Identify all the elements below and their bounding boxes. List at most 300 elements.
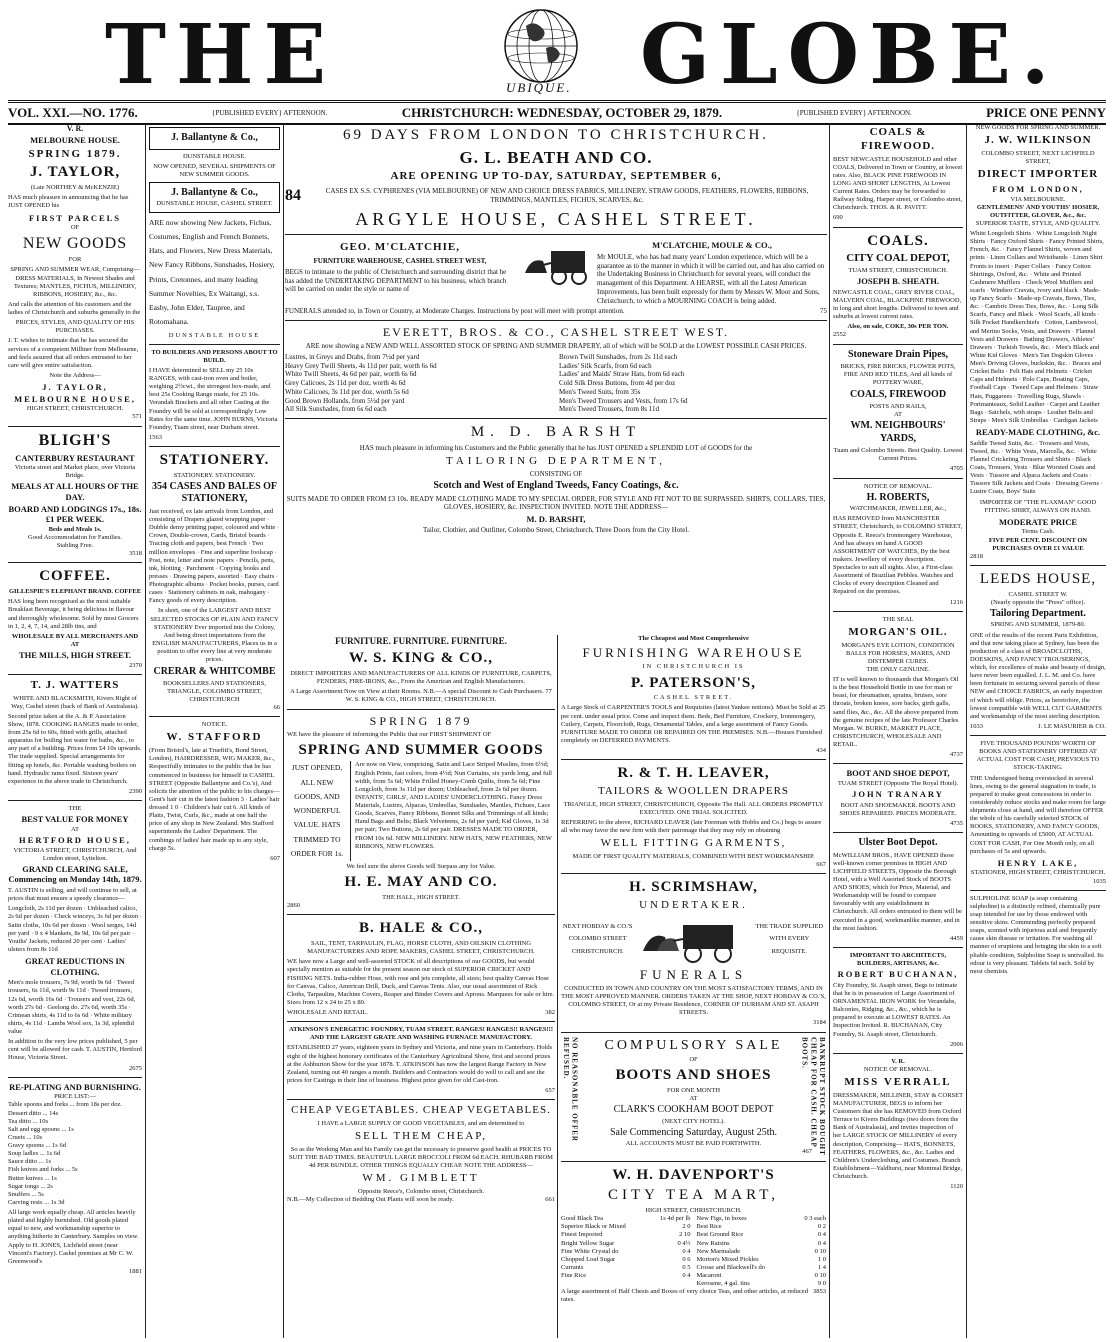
separator [285, 320, 827, 321]
column-rule [966, 124, 967, 1338]
blighs-meals: MEALS AT ALL HOURS OF THE DAY. [11, 481, 139, 502]
spring-body-row [287, 761, 555, 861]
beath-heading: G. L. BEATH AND CO. [459, 147, 653, 167]
hale-body: WE have now a Large and well-assorted STOCK of all descriptions of our GOODS, but would specially mention as suitable for the present season our stock of SUPERIOR CRICKET AND FISHING NETS. India-rubber Hose, with rose and jets complete, all sizes; best quality Canvas Hose for Canvas, Calico, American Drill, Duck, and Canvas Tents. Also, our usual assortment of Rick Cloths, Tarpaulins, Machine Covers, Reaper and Binder Covers and Aprons. Marquees for sale or hire. Sizes from 12 x 24 to 25 x 80. [287, 958, 555, 1006]
item-price: 9 0 [817, 1280, 826, 1288]
clothing-heading: GREAT REDUCTIONS IN CLOTHING. [25, 956, 125, 977]
scrimshaw-right: THE TRADE SUPPLIED WITH EVERY REQUISITE. [755, 923, 824, 955]
column-6 [970, 124, 1106, 1338]
sheath-heading: JOSEPH B. SHEATH. [856, 276, 940, 287]
hale-sub: SAIL, TENT, TARPAULIN, FLAG, HORSE CLOTH, AND OILSKIN CLOTHING MANUFACTURERS AND ROPE MAKERS, CASHEL STREET, CHRISTCHURCH. [307, 940, 535, 956]
masthead-globe: GLOBE. [640, 7, 1060, 103]
new-goods-heading: NEW GOODS [22, 235, 128, 253]
column-1 [8, 124, 142, 1338]
new-goods-label: NEW GOODS FOR SPRING AND SUMMER. [975, 124, 1101, 131]
hale-footer [287, 1009, 555, 1017]
paterson-heading: P. PATERSON'S, [631, 674, 756, 691]
item-name: Best Rice [696, 1223, 722, 1231]
separator [970, 565, 1106, 566]
mclatchie-left-body: BEGS to intimate to the public of Christchurch and surrounding district that he has added the UNDERTAKING DEPARTMENT to his business, which branch will be carried on under the style or name of [285, 267, 507, 294]
may-heading: H. E. MAY AND CO. [344, 874, 498, 891]
ad-number: 690 [833, 214, 843, 222]
from-london: FROM LONDON, [992, 183, 1084, 194]
vertical-right-text: BANKRUPT STOCK BOUGHT CHEAP FOR CASH. CHEAP BOOTS. [800, 1036, 826, 1156]
spring-body: Are now on View, comprising, Satin and Lace Striped Muslins, from 6½d; English Prints, fast colors, from 4½d; Nun Curtains, six yards long, and full width, from 5s 6d; White Frilled Honey-Comb Quilts, from 5s 6d; Fine Longcloth, from 3s 11d per dozen; Unbleached, from 2s 6d per dozen. INFANTS', GIRLS', AND LADIES' UNDERCLOTHING. Fancy Dress Materials, Lustres, Alpacas, Umbrellas, Sunshades, Mantles, Fichues, Lace Goods, Scarves, Fancy Ribbons, Bonnet Silks and Trimmings of all kinds; Hand Bags and Belts; Black Velveteens, 2s 6d per yard; Kid Gloves, 1s 3d per pair; Two Buttons, 2s 6d per pair. DRESSES MADE TO ORDER, FROM 10s 6d. NEW MILLINERY. NEW HATS, NEW FEATHERS, NEW RIBBONS, NEW FLOWERS. [355, 761, 552, 850]
taylor-body: J. T. wishes to intimate that he has secured the services of a competent Milliner from Melbourne, and feels assured that all orders entrusted to her care will give entire satisfaction. [8, 337, 139, 369]
item-name: Best Ground Rice [696, 1231, 744, 1239]
tea-price-row [697, 1231, 827, 1239]
buchanan-heading: ROBERT BUCHANAN, [837, 969, 959, 980]
ad-number: 1563 [149, 433, 162, 441]
item-price: 0 4 [817, 1231, 826, 1239]
ballantyne-box-1 [149, 127, 280, 150]
column-rule [557, 635, 558, 1338]
item-price: 0 4½ [677, 1239, 691, 1247]
gimblett-heading: WM. GIMBLETT [362, 1172, 480, 1185]
ad-number: 4735 [950, 819, 963, 827]
tea-price-row [561, 1215, 691, 1223]
item-name: Superior Black or Mixed [561, 1223, 626, 1231]
leeds-signature: J. LE MASURIER & CO. [1038, 722, 1106, 730]
scotch-tweeds: Scotch and West of England Tweeds, Fancy Coatings, &c. [433, 480, 679, 492]
cheapest-label: The Cheapest and Most Comprehensive [638, 635, 749, 642]
ad-number: 2675 [129, 1064, 142, 1072]
watters-body: Second prize taken at the A. & P. Association Show, 1878. COOKING RANGES made to order, from 25s 6d to 60s, fitted with grills, attached apparatus for boiling hot water for baths, &c., to any part of a building. Prices from £4 10s upwards. The trade supplied. Special arrangements for fitting up hotels, &c. Portable washing boilers on hand. Hydraulic rams fixed. Sixteen years' experience in the above trade in Christchurch. [8, 712, 142, 785]
ad-number: 1881 [129, 1267, 142, 1275]
coals-heading: COALS. [867, 232, 929, 249]
ad-number: 1033 [970, 722, 983, 730]
beath-number: 84 [285, 186, 301, 204]
ad-number: 4459 [950, 934, 963, 942]
sheath-body: NEWCASTLE COAL, GREY RIVER COAL, MALVERN COAL, BLACKPINE FIREWOOD, in long and short lengths. Delivered to town and suburbs at lowest current rates. [833, 288, 962, 321]
ad-number: 2370 [129, 661, 142, 669]
ad-number: 434 [816, 747, 826, 754]
leaver-body: REFERRING to the above, RICHARD LEAVER (late Foreman with Hobbs and Co.) begs to assure all who may favor the new firm with their patronage that they may rely on obtaining [561, 818, 822, 834]
tea-price-row [697, 1223, 827, 1231]
gimblett-footer [287, 1196, 555, 1204]
funerals-body: CONDUCTED IN TOWN AND COUNTRY ON THE MOST SATISFACTORY TERMS, AND IN THE MOST APPROVED MANNER. ORDERS TAKEN AT THE SHOP, NEXT HOBDAY & CO.'S, COLOMBO STREET, Or at my Private Residence, CORNER OF DURHAM AND ST. ASAPH STREETS. [561, 984, 826, 1017]
taylor-late: (Late NORTHEY & McKENZIE) [30, 184, 120, 192]
spring-note: We feel sure the above Goods will Surpass any for Value. [346, 863, 496, 871]
compulsory-heading: COMPULSORY SALE [604, 1037, 783, 1053]
morgan-genuine: THE ONLY GENUINE. [866, 665, 930, 673]
furniture-banner: FURNITURE. FURNITURE. FURNITURE. [335, 636, 507, 646]
taylor-prices: PRICES, STYLES, AND QUALITY OF HIS PURCHASES. [15, 319, 135, 335]
item-name: Good Black Tea [561, 1215, 604, 1223]
crerar-heading: CRERAR & WHITCOMBE [153, 666, 276, 678]
replating-heading: RE-PLATING AND BURNISHING. [9, 1081, 141, 1092]
masthead [0, 0, 1114, 103]
flaxman-note: IMPORTER OF "THE FLAXMAN" GOOD FITTING SHIRT, ALWAYS ON HAND. [979, 498, 1097, 514]
stationery-cases: 354 CASES AND BALES OF STATIONERY, [151, 480, 278, 505]
tea-price-row [697, 1240, 827, 1248]
taylor-attention: And calls the attention of his customers and the ladies of Christchurch and suburbs generally to the [8, 300, 141, 316]
item-price: 0 3 each [804, 1215, 826, 1223]
everett-item: All Silk Sunshades, from 6s 6d each [285, 405, 387, 414]
hearse-icon [521, 239, 591, 289]
hertford-location: VICTORIA STREET, CHRISTCHURCH, And London street, Lyttelton. [13, 846, 137, 862]
separator [149, 446, 280, 447]
separator [287, 1099, 555, 1100]
price: PRICE ONE PENNY [986, 105, 1106, 120]
stafford-heading: W. STAFFORD [166, 731, 263, 744]
at-label: AT [894, 411, 902, 418]
price-list [8, 1101, 142, 1207]
tea-price-row [697, 1264, 827, 1272]
mclatchie-left-title: GEO. M'CLATCHIE, [339, 241, 460, 254]
item-name: Crosse and Blackwell's do [696, 1263, 766, 1271]
mclatchie-right-body: Mr MOULE, who has had many years' London experience, which will be a guarantee as to the manner in which it will be carried out, and has also carried on the Undertaking Business in Christchurch for several years, will conduct the management of this Department. A HEARSE, with all the Latest American Improvements, has been built expressly for them by Messrs W. Moor and Sons, Christchurch, to which a MOURNING COACH is being added. [597, 252, 825, 305]
price-row: Salt and egg spoons ... 1s [8, 1125, 74, 1133]
ad-number: 3184 [813, 1019, 826, 1027]
tea-price-row [561, 1264, 691, 1272]
tea-price-row [561, 1223, 691, 1231]
tea-left-list [561, 1215, 691, 1288]
spring-left: JUST OPENED, ALL NEW GOODS, AND WONDERFUL VALUE. HATS TRIMMED TO ORDER FOR 1s. [287, 761, 351, 861]
item-name: Bright Yellow Sugar [561, 1239, 615, 1247]
published-note-right: {PUBLISHED EVERY} AFTERNOON. [796, 109, 912, 117]
atkinson-heading: ATKINSON'S ENERGETIC FOUNDRY, TUAM STREET. RANGES! RANGES!! RANGES!!! AND THE LARGEST GRATE AND WASHING FURNACE MANUFACTORY. [288, 1026, 554, 1042]
tailoring-heading: TAILORING DEPARTMENT, [446, 454, 666, 467]
blighs-board: BOARD AND LODGINGS 17s., 18s. £1 PER WEEK. [8, 503, 142, 525]
boots-shoes-heading: BOOTS AND SHOES [615, 1067, 772, 1084]
separator [833, 832, 963, 833]
separator [8, 1077, 142, 1078]
tea-price-row [561, 1256, 691, 1264]
taylor-intro: HAS much pleasure in announcing that he has JUST OPENED his [8, 194, 129, 210]
column-rule [145, 124, 146, 1338]
ad-number: 75 [820, 307, 827, 316]
scrimshaw-row [561, 915, 826, 965]
wilkinson-heading: J. W. WILKINSON [984, 134, 1092, 147]
everett-item: Men's Tweed Suits, from 35s [559, 387, 641, 396]
ad-number: 661 [545, 1196, 555, 1203]
may-sub: THE HALL, HIGH STREET. [382, 894, 460, 901]
ballantyne-sub-2: DUNSTABLE HOUSE, CASHEL STREET. [156, 200, 273, 208]
barsht-address: Tailor, Clothier, and Outfitter, Colombo Street, Christchurch, Three Doors from the City Hotel. [422, 525, 690, 534]
barsht-intro: HAS much pleasure in informing his Customers and the Public generally that he has JUST OPENED a SPLENDID LOT of GOODS for the [359, 443, 753, 452]
removal-notice: NOTICE OF REMOVAL. [863, 482, 933, 490]
spring-goods-heading: SPRING AND SUMMER GOODS [298, 741, 544, 758]
tea-price-row [697, 1280, 827, 1288]
ballantyne-box-2 [149, 182, 280, 213]
morgan-sub: MORGAN'S EYE LOTION, CONDITION BALLS FOR HORSES, MARES, AND DISTEMPER CURES. [841, 641, 955, 665]
separator [833, 344, 963, 345]
taylor-address-house: MELBOURNE HOUSE, [14, 393, 136, 404]
readymade-heading: READY-MADE CLOTHING, &c. [975, 427, 1101, 437]
king-heading: W. S. KING & CO., [349, 650, 493, 667]
undertaker-label: UNDERTAKER. [639, 898, 748, 911]
ad-number: 1120 [950, 1183, 963, 1191]
watters-sub: WHITE AND BLACKSMITH, Kivers Right of Way, Cashel street (back of Bank of Australasia). [11, 694, 139, 710]
blighs-sub: CANTERBURY RESTAURANT [15, 452, 135, 463]
king-body: A Large Assortment Now on View at their Rooms. N.B.—A special Discount to Cash Purchasers. 77 W. S. KING & CO., HIGH STREET, CHRISTCHURCH. [290, 688, 552, 704]
mclatchie-footer-row [285, 307, 827, 316]
dateline [8, 100, 1106, 125]
masthead-motto: UBIQUE. [506, 80, 572, 95]
everett-item: Cold Silk Dress Buttons, from 4d per doz [559, 379, 676, 388]
mclatchie-left-sub: FURNITURE WAREHOUSE, CASHEL STREET WEST, [313, 257, 487, 265]
stationery-sub: STATIONERY. STATIONERY. [173, 471, 256, 479]
clearing-sale: GRAND CLEARING SALE, Commencing on Monday 14th, 1879. [8, 863, 142, 885]
everett-item: Brown Twill Sunshades, from 2s 11d each [559, 352, 678, 361]
the-label: THE [68, 805, 82, 812]
place-date: CHRISTCHURCH: WEDNESDAY, OCTOBER 29, 1879. [401, 105, 723, 120]
leaver-heading: R. & T. H. LEAVER, [617, 765, 770, 782]
paterson-body: A Large Stock of CARPENTER'S TOOLS and Requisites (latest Yankee notions). Must be Sold at 25 per cent. under usual price. Come and inspect them. Beds, Bed Furniture, Crockery, Ironmongery, Cutlery, Carpets, Floorcloth, Rugs, Ornamental Tables, and a large assortment of Fancy Goods. FURNITURE MADE TO ORDER OR REPAIRED ON THE PREMISES. N.B.—Houses Furnished completely on DEFERRED PAYMENTS. [561, 704, 826, 744]
separator [833, 1053, 963, 1054]
everett-item: Ladies' and Maids' Straw Hats, from 6d each [559, 370, 685, 379]
stationery-heading: STATIONERY. [159, 452, 270, 468]
separator [287, 914, 555, 915]
well-fitting: WELL FITTING GARMENTS, [600, 837, 787, 850]
tea-price-list [561, 1215, 826, 1288]
builders-heading: TO BUILDERS AND PERSONS ABOUT TO BUILD. [151, 348, 278, 364]
item-price: 2 0 [682, 1223, 691, 1231]
boot-depot-heading: BOOT AND SHOE DEPOT, [846, 768, 950, 779]
of-label: OF [689, 1056, 698, 1063]
separator [285, 418, 827, 419]
separator [833, 478, 963, 479]
separator [8, 674, 142, 675]
melbourne-house-header: MELBOURNE HOUSE. [30, 135, 120, 145]
everett-item: Lustres, in Greys and Drabs, from 7½d per yard [285, 352, 420, 361]
leeds-location: CASHEL STREET W. [1008, 590, 1068, 598]
price-row: Soup ladles ... 1s 6d [8, 1150, 61, 1158]
london-banner: 69 DAYS FROM LONDON TO CHRISTCHURCH. [342, 127, 770, 143]
separator [8, 426, 142, 427]
coffee-heading: COFFEE. [39, 568, 111, 585]
via-melbourne: VIA MELBOURNE. [1010, 195, 1066, 203]
ad-number: 4705 [950, 465, 963, 473]
separator [8, 562, 142, 563]
vr-mark: V. R. [66, 124, 84, 133]
coals-firewood-heading: COALS & FIREWOOD. [860, 126, 936, 152]
tea-price-row [561, 1248, 691, 1256]
king-sub: DIRECT IMPORTERS AND MANUFACTURERS OF ALL KINDS OF FURNITURE, CARPETS, FENDERS, FIRE-IRONS, &c., From the American and English Manufacturers. [290, 670, 552, 686]
ad-number: 2818 [970, 552, 983, 560]
beath-sub: ARE OPENING UP TO-DAY, SATURDAY, SEPTEMBER 6, [390, 170, 722, 182]
ballantyne-sub: DUNSTABLE HOUSE. [182, 152, 247, 160]
important-heading: IMPORTANT TO ARCHITECTS, BUILDERS, ARTISANS, &c. [849, 951, 947, 967]
ad-number: 667 [816, 861, 826, 868]
separator [8, 800, 142, 801]
spring-heading: SPRING 1879. [28, 147, 122, 160]
vegetables-intro: I HAVE a LARGE SUPPLY OF GOOD VEGETABLES, and am determined to [317, 1119, 525, 1127]
item-price: 1s 4d per lb [659, 1215, 691, 1223]
item-name: Chopped Loaf Sugar [561, 1255, 616, 1263]
roberts-body: HAS REMOVED from MANCHESTER STREET, Christchurch, to COLOMBO STREET, Opposite E. Reece's Ironmongery Warehouse, And has always on hand A GOOD ASSORTMENT OF WATCHES, By the best makers. Jewellery of every description. Spectacles to suit all sights. Also, a First-class Assortment of Brazilian Pebbles. Watches and Clocks of every description Cleaned and Repaired on the premises. [833, 515, 963, 596]
item-name: Finest Imported [561, 1231, 603, 1239]
discount-note: FIVE PER CENT. DISCOUNT ON PURCHASES OVER £1 VALUE [988, 536, 1088, 552]
city-coal-location: TUAM STREET, CHRISTCHURCH. [848, 267, 948, 274]
for-label: FOR [68, 256, 82, 264]
item-price: 0 4 [682, 1272, 691, 1279]
roberts-heading: H. ROBERTS, [866, 491, 930, 503]
item-price: 0 6 [682, 1255, 691, 1263]
leeds-heading: LEEDS HOUSE, [979, 570, 1097, 587]
ulster-heading: Ulster Boot Depot. [858, 837, 938, 848]
blighs-heading: BLIGH'S [38, 431, 112, 449]
coals-firewood-2: COALS, FIREWOOD [849, 389, 947, 401]
everett-item: Men's Tweed Trousers, from 8s 11d [559, 405, 659, 414]
of-label: OF [70, 224, 80, 232]
separator [833, 227, 963, 228]
price-row: Cruets ... 10s [8, 1133, 43, 1141]
verrall-heading: MISS VERRALL [844, 1076, 952, 1088]
item-name: New Figs, in boxes [696, 1215, 747, 1223]
gimblett-nb: N.B.—My Collection of Bedding Out Plants will soon be ready. [287, 1196, 454, 1203]
hertford-heading: HERTFORD HOUSE, [19, 834, 131, 845]
separator [285, 234, 827, 235]
leeds-tailoring: Tailoring Department. [990, 607, 1086, 619]
leaver-sub: TAILORS & WOOLLEN DRAPERS [597, 784, 790, 797]
item-price: 0 10 [814, 1272, 826, 1279]
ad-number: 1216 [950, 598, 963, 606]
boot-depot-location: TUAM STREET (Opposite The Royal Hotel). [837, 779, 959, 787]
barsht-name: M. D. BARSHT, [526, 514, 586, 525]
column-rule [283, 124, 284, 1338]
atkinson-body: ESTABLISHED 27 years, eighteen years in Sydney and Victoria, and nine years in Canterbury. Holds eight of the highest honorary certificates of the Canterbury Agricultural Show, first and second prizes at the Ashburton Show for the year 1878. T. ATKINSON has now the largest Range Factory in New Zealand, turning out 40 ranges a month. Builders and Contractors would do well to call and see the prices for Castings in their line of business. Highest price given for old Cast-iron. [287, 1044, 553, 1084]
furnishing-heading: FURNISHING WAREHOUSE [582, 645, 805, 661]
taylor-name: J. TAYLOR, [29, 164, 121, 181]
funerals-heading: FUNERALS [639, 966, 748, 982]
tea-price-row [561, 1231, 691, 1239]
ad-number: 657 [545, 1087, 555, 1094]
ballantyne-body-2: ARE now showing New Jackets, Fichus, Costumes, English and French Bonnets, Hats, and Flowers, New Dress Materials, New Fancy Ribbons, Sunshades, Hosiery, Prints, Cretonnes, and many leading Summer Novelties, Ex Waitangi, s.s. Easby, John Elder, Taupree, and Rotomahana. [149, 217, 275, 327]
everett-item: White Twill Sheets, 4s 6d per pair, worth 6s 6d [285, 370, 417, 379]
tea-footer: A large assortment of Half Chests and Boxes of very choice Teas, and other articles, at reduced rates. [561, 1288, 808, 1304]
scrimshaw-heading: H. SCRIMSHAW, [629, 879, 758, 896]
price-row: Tea ditto ... 10s [8, 1117, 48, 1125]
austin-end: In addition to the very low prices published, 5 per cent will be allowed for cash. T. AUSTIN, Hertford House, Victoria Street. [8, 1038, 142, 1062]
lake-sub: STATIONER, HIGH STREET, CHRISTCHURCH. [970, 869, 1106, 877]
published-note-left: {PUBLISHED EVERY} AFTERNOON. [212, 109, 328, 117]
ad-number: 4737 [950, 751, 963, 759]
ballantyne-title-2: J. Ballantyne & Co., [171, 186, 258, 198]
item-name: Morton's Mixed Pickles [696, 1255, 759, 1263]
barsht-body: SUITS MADE TO ORDER FROM £3 10s. READY MADE CLOTHING MADE TO MY SPECIAL ORDER, FOR STYLE AND FIT NOT TO BE SURPASSED. SHIRTS, COLLARS, TIES, GLOVES, HOSIERY, &c. INSPECTION INVITED. NOTE THE ADDRESS— [286, 494, 826, 512]
wilkinson-location: COLOMBO STREET, NEXT LICHFIELD STREET, [981, 149, 1095, 165]
leeds-body: ONE of the results of the recent Paris Exhibition, and that now taking place at Sydney, has been the production of a class of BROADCLOTHS, DOESKINS, AND FANCY TROUSERINGS, which, for excellence of make and beauty of design, have never been equalled. J. L. M. and Co. have been fortunate in securing several parcels of these NEW and CHOICE FABRICS, an early inspection of which will oblige. Prices, as heretofore, the lowest compatible with WELL CUT GARMENTS and workmanship of the most sterling description. [970, 631, 1106, 720]
ad-number: 3853 [813, 1288, 826, 1296]
item-name: Kerosene, 4 gal. tins [696, 1280, 750, 1288]
coffee-body: HAS long been recognised as the most suitable Breakfast Beverage, it being delicious in flavour and thoroughly wholesome. Sold by most Grocers in 1, 2, 4, 7, 14, and 28lb tins, and [8, 598, 139, 630]
hale-heading: B. HALE & CO., [358, 920, 483, 937]
ad-number: 2390 [129, 787, 142, 795]
everett-item: Grey Calicoes, 2s 11d per doz, worth 4s 6d [285, 379, 406, 388]
tranary-heading: JOHN TRANARY [852, 789, 944, 799]
first-parcels: FIRST PARCELS [28, 212, 122, 223]
volume-number: VOL. XXI.—NO. 1776. [8, 105, 138, 120]
separator [833, 763, 963, 764]
buchanan-body: City Foundry, St. Asaph street, Begs to intimate that he is in possession of Large Assortment of ORNAMENTAL IRON WORK for Verandahs, Balconies, Ridging, &c., &c., which he is prepared to execute at LOWEST RATES. An Inspection Invited. R. BUCHANAN, City Foundry, St. Asaph street, Christchurch. [833, 981, 958, 1038]
item-price: 1 0 [817, 1255, 826, 1263]
gimblett-address: Opposite Reece's, Colombo street, Christchurch. [357, 1187, 485, 1195]
item-price: 0 2 [817, 1223, 826, 1231]
price-row: Snuffers ... 5s [8, 1190, 44, 1198]
lake-heading: HENRY LAKE, [997, 857, 1079, 868]
tranary-sub: BOOT AND SHOEMAKER. BOOTS AND SHOES REPAIRED. PRICES MODERATE. [839, 801, 957, 817]
davenport-heading: W. H. DAVENPORT'S [612, 1166, 775, 1183]
everett-item: White Calicoes, 3s 11d per doz, worth 5s 6d [285, 387, 409, 396]
leeds-season: SPRING AND SUMMER, 1879-80. [990, 621, 1086, 629]
builders-body: I HAVE determined to SELL my 25 10s RANGES, with cast-iron oven and boiler, weighing 2½cwt., the strongest box-made, and best 25s Cooking Range made, for 25 10s. Verandah Brackets and all other Casting at the Foundry will be sold at correspondingly Low Rates for the same time. JOHN BURNS, Victoria Foundry, Tuam street, near Durham street. [149, 366, 278, 431]
watters-heading: T. J. WATTERS [30, 678, 120, 691]
separator [561, 873, 826, 874]
everett-left-list [285, 353, 553, 414]
ad-number: 2860 [287, 902, 300, 910]
tea-price-row [561, 1272, 691, 1280]
hearse-icon [639, 915, 749, 965]
ad-number: 571 [132, 413, 142, 421]
ballantyne-title: J. Ballantyne & Co., [171, 132, 258, 143]
separator [561, 759, 826, 760]
everett-lists [285, 353, 827, 414]
item-name: Fine White Crystal do [561, 1247, 619, 1255]
separator [833, 611, 963, 612]
ad-number: 1035 [1093, 877, 1106, 885]
five-thousand-heading: FIVE THOUSAND POUNDS' WORTH OF BOOKS AND STATIONERY OFFERED AT ACTUAL COST FOR CASH, PREVIOUS TO STOCK-TAKING. [976, 740, 1100, 772]
stationery-body: Just received, ex late arrivals from London, and consisting of Drapers glazed wrapping paper · Dubble demy printing paper, coloured and white · Crown, Double-crown, Cards, Bristol boards · Tracing cloth and papers, best French · Two million envelopes · Fine and superfine foolscap · Post, note, letter and note papers · Pencils, pens, ink, blotting · Parchment · Copying books and presses · Drawing papers, assorted · Easy chairs · Photographic albums · Pocket books, purses, card cases · Stationery cabinets in oak, mahogany · Fancy goods of every description. [149, 507, 280, 605]
coffee-wholesale: WHOLESALE BY ALL MERCHANTS AND AT [11, 632, 139, 648]
center-wide-ads [285, 124, 827, 535]
taylor-address-street: HIGH STREET, CHRISTCHURCH. [26, 405, 124, 413]
in-christchurch: IN CHRISTCHURCH IS [642, 663, 745, 671]
stoneware-body: BRICKS, FIRE BRICKS, FLOWER POTS, FIRE AND RED TILES, And all kinds of POTTERY WARE, [840, 363, 956, 387]
separator [287, 709, 555, 710]
morgan-body: IT is well known to thousands that Morgan's Oil is the best Household Bottle in use for man or beast, for rheumatism, sprains, bruises, sore throats, broken knees, sore backs, girth galls, sand flies, &c., &c. All the above prepared from the genuine recipes of the late Professor Charles Morgan. W. BURKE, MARKET PLACE, CHRISTCHURCH, WHOLESALE AND RETAIL. [833, 676, 959, 748]
coffee-sub: GILLESPIE'S ELEPHANT BRAND. COFFEE [8, 588, 142, 596]
price-row: Sugar tongs ... 2s [8, 1182, 53, 1190]
mclatchie-ad [285, 239, 827, 307]
separator [149, 344, 280, 345]
blighs-stabling: Stabling Free. [56, 542, 94, 550]
one-month: FOR ONE MONTH [666, 1086, 721, 1094]
terms-cash: Terms Cash. [1021, 528, 1055, 536]
vegetables-body: So as the Working Man and his Family can get the necessary to preserve good health at PRICES TO SUIT THE BAD TIMES. BEAUTIFUL LARGE BROCCOLI FROM 6d EACH. RHUBARB FROM 4d PER BUNDLE. OTHER THINGS EQUALLY CHEAP. NOTE THE ADDRESS— [289, 1145, 553, 1169]
tea-price-row [697, 1248, 827, 1256]
stafford-body: (From Bristol's, late at Truefitt's, Bond Street, London), HAIRDRESSER, WIG MAKER, &c., Respectfully intimates to the public that he has commenced in business for himself in CASHEL STREET (Opposite Ballantyne and Co.'s), And solicits the attention of the public to his charges— Gent's hair cut in the latest fashion 3 · Ladies' hair dressed 1 0 · Children's hair cut 6. All kinds of Plaits, Twist, Curls, &c., made at one half the price of any shop in New Zealand. Mrs Stafford superintends the Ladies' Department. The combings of ladies' hair made up to any style, charge 5s. [149, 747, 280, 852]
item-price: 0 4 [682, 1247, 691, 1255]
separator [561, 1032, 826, 1033]
taylor-address-name: J. TAYLOR, [42, 382, 108, 392]
item-price: 1 4 [817, 1263, 826, 1271]
ad-number: 382 [545, 1009, 555, 1016]
vertical-left-text: NO REASONABLE OFFER REFUSED. [561, 1036, 579, 1142]
price-row: Fish knives and forks ... 5s [8, 1166, 78, 1174]
hale-wholesale: WHOLESALE AND RETAIL. [287, 1009, 368, 1016]
price-row: Dessert ditto ... 14s [8, 1109, 59, 1117]
tea-price-row [561, 1240, 691, 1248]
column-2 [149, 124, 280, 1338]
vegetables-heading: CHEAP VEGETABLES. CHEAP VEGETABLES. [291, 1104, 551, 1117]
ulster-body: McWILLIAM BROS., HAVE OPENED those well-known corner premises in HIGH AND LICHFIELD STREETS, Opposite the Borough Hotel, with a Well Assorted Stock of BOOTS AND SHOES, which for Price, Material, and Workmanship will be found to compare favourably with any establishment in Christchurch. All orders entrusted to them will be executed in a good, workmanlike manner, and in the most fashion. [833, 851, 962, 932]
at-label: AT [71, 825, 79, 833]
item-price: 0 5 [682, 1263, 691, 1271]
tea-price-row [697, 1256, 827, 1264]
price-row: Gravy spoons ... 1s 6d [8, 1142, 66, 1149]
five-thousand-body: THE Undersigned being overstocked in several lines, owing to the general stagnation in trade, is prepared to make great concessions in order to considerably reduce stocks and make room for large shipments close at hand, and will therefore OFFER the whole of his carefully selected STOCK of BOOKS, STATIONERY, AND FANCY GOODS, Amounting to upwards of £5000, AT ACTUAL COST FOR CASH, For One Month only, on all purchases of 5s and upwards. [970, 774, 1106, 855]
city-coal-heading: CITY COAL DEPOT, [846, 252, 950, 265]
coals-body: BEST NEWCASTLE HOUSEHOLD and other COALS, Delivered in Town or Country, at lowest rates. Also, BLACK PINE FIREWOOD IN LONG AND SHORT LENGTHS, At Lowest Current Rates. Orders may be forwarded to Railway Siding, Harper street, or Colombo street, Christchurch. THOS. & R. PAVITT. [833, 155, 963, 212]
at-label: AT [689, 1095, 698, 1102]
direct-importer: DIRECT IMPORTER [977, 168, 1099, 181]
blighs-beds: Beds and Meals 1s. [48, 525, 102, 533]
ad-number: 607 [270, 854, 280, 862]
mclatchie-right-title: M'CLATCHIE, MOULE & CO., [652, 240, 772, 251]
neighbours-location: Tuam and Colombo Streets. Best Quality. Lowest Current Prices. [833, 447, 963, 463]
